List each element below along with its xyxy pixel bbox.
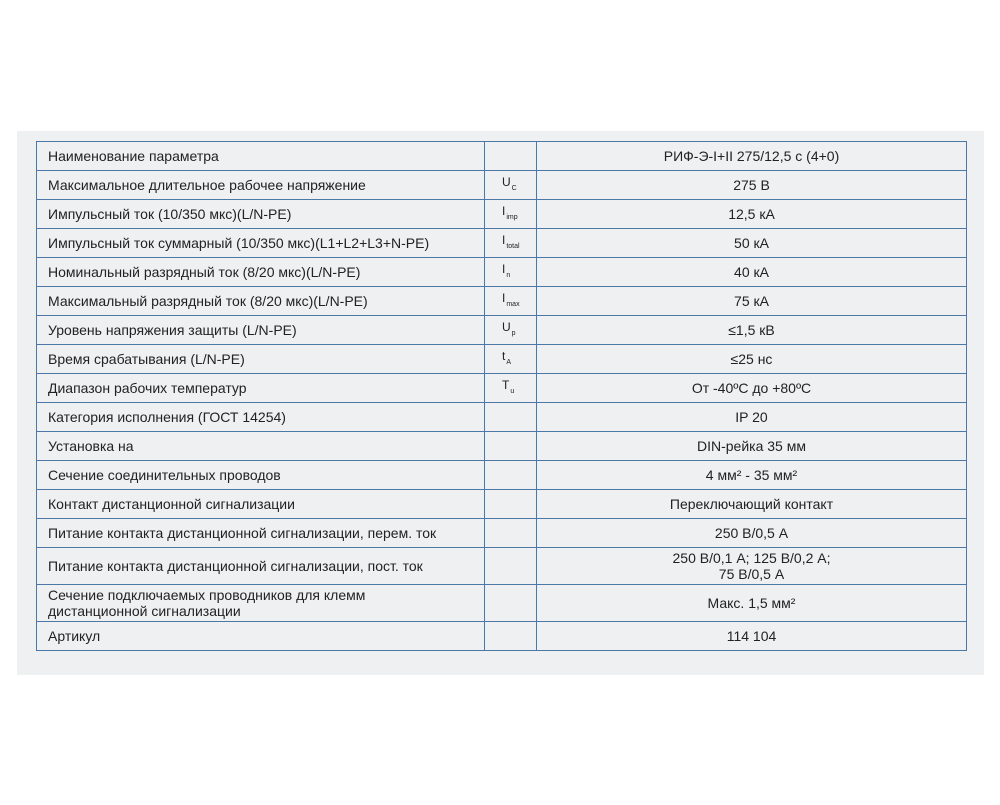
table-row bbox=[37, 585, 967, 622]
param-value: ≤1,5 кВ bbox=[537, 316, 967, 345]
param-name: Импульсный ток (10/350 мкс)(L/N-PE) bbox=[37, 200, 485, 229]
param-symbol bbox=[485, 548, 537, 585]
param-symbol: $I_{total}$ bbox=[485, 229, 537, 258]
table-row bbox=[37, 490, 967, 519]
table-row bbox=[37, 258, 967, 287]
table-row bbox=[37, 345, 967, 374]
table-row bbox=[37, 403, 967, 432]
param-value: От -40ºС до +80ºС bbox=[537, 374, 967, 403]
param-name: Контакт дистанционной сигнализации bbox=[37, 490, 485, 519]
param-symbol bbox=[485, 519, 537, 548]
param-symbol: $I_{max}$ bbox=[485, 287, 537, 316]
table-row bbox=[37, 316, 967, 345]
param-name: Номинальный разрядный ток (8/20 мкс)(L/N-PE) bbox=[37, 258, 485, 287]
param-value: 50 кА bbox=[537, 229, 967, 258]
param-symbol: $I_n$ bbox=[485, 258, 537, 287]
param-name-line: дистанционной сигнализации bbox=[48, 603, 241, 619]
param-symbol bbox=[485, 461, 537, 490]
param-value: Переключающий контакт bbox=[537, 490, 967, 519]
param-value: ≤25 нс bbox=[537, 345, 967, 374]
param-value: Макс. 1,5 мм² bbox=[537, 585, 967, 622]
param-name: Питание контакта дистанционной сигнализации, перем. ток bbox=[37, 519, 485, 548]
param-symbol: $T_u$ bbox=[485, 374, 537, 403]
param-name: Сечение соединительных проводов bbox=[37, 461, 485, 490]
param-symbol bbox=[485, 490, 537, 519]
table-row bbox=[37, 432, 967, 461]
param-name: Наименование параметра bbox=[37, 142, 485, 171]
param-symbol: $U_p$ bbox=[485, 316, 537, 345]
param-name: Максимальное длительное рабочее напряжение bbox=[37, 171, 485, 200]
table-row bbox=[37, 171, 967, 200]
table-row bbox=[37, 374, 967, 403]
param-value: 275 В bbox=[537, 171, 967, 200]
param-value-line: 75 В/0,5 А bbox=[718, 566, 785, 582]
param-value: 250 В/0,5 А bbox=[537, 519, 967, 548]
param-value: IP 20 bbox=[537, 403, 967, 432]
param-value: 12,5 кА bbox=[537, 200, 967, 229]
param-name: Время срабатывания (L/N-PE) bbox=[37, 345, 485, 374]
param-name: Артикул bbox=[37, 622, 485, 651]
table-row bbox=[37, 142, 967, 171]
param-value bbox=[537, 548, 967, 585]
param-value: 114 104 bbox=[537, 622, 967, 651]
param-value: 40 кА bbox=[537, 258, 967, 287]
param-symbol: $t_A$ bbox=[485, 345, 537, 374]
param-name: Категория исполнения (ГОСТ 14254) bbox=[37, 403, 485, 432]
param-value: 4 мм² - 35 мм² bbox=[537, 461, 967, 490]
specification-table bbox=[36, 141, 967, 651]
param-name: Питание контакта дистанционной сигнализации, пост. ток bbox=[37, 548, 485, 585]
param-symbol: $U_C$ bbox=[485, 171, 537, 200]
table-row bbox=[37, 287, 967, 316]
param-name: Максимальный разрядный ток (8/20 мкс)(L/N-PE) bbox=[37, 287, 485, 316]
param-value: 75 кА bbox=[537, 287, 967, 316]
param-value: DIN-рейка 35 мм bbox=[537, 432, 967, 461]
param-name: Диапазон рабочих температур bbox=[37, 374, 485, 403]
param-name: Импульсный ток суммарный (10/350 мкс)(L1+L2+L3+N-PE) bbox=[37, 229, 485, 258]
param-value: РИФ-Э-I+II 275/12,5 с (4+0) bbox=[537, 142, 967, 171]
param-symbol bbox=[485, 585, 537, 622]
param-name: Установка на bbox=[37, 432, 485, 461]
param-symbol bbox=[485, 432, 537, 461]
param-name bbox=[37, 585, 485, 622]
param-symbol bbox=[485, 142, 537, 171]
table-row bbox=[37, 548, 967, 585]
param-symbol bbox=[485, 403, 537, 432]
param-value-line: 250 В/0,1 А; 125 В/0,2 А; bbox=[672, 550, 831, 566]
table-row bbox=[37, 229, 967, 258]
table-row bbox=[37, 200, 967, 229]
param-name: Уровень напряжения защиты (L/N-PE) bbox=[37, 316, 485, 345]
param-symbol bbox=[485, 622, 537, 651]
table-row bbox=[37, 461, 967, 490]
param-symbol: $I_{imp}$ bbox=[485, 200, 537, 229]
param-name-line: Сечение подключаемых проводников для клемм bbox=[48, 587, 366, 603]
table-row bbox=[37, 519, 967, 548]
table-row bbox=[37, 622, 967, 651]
